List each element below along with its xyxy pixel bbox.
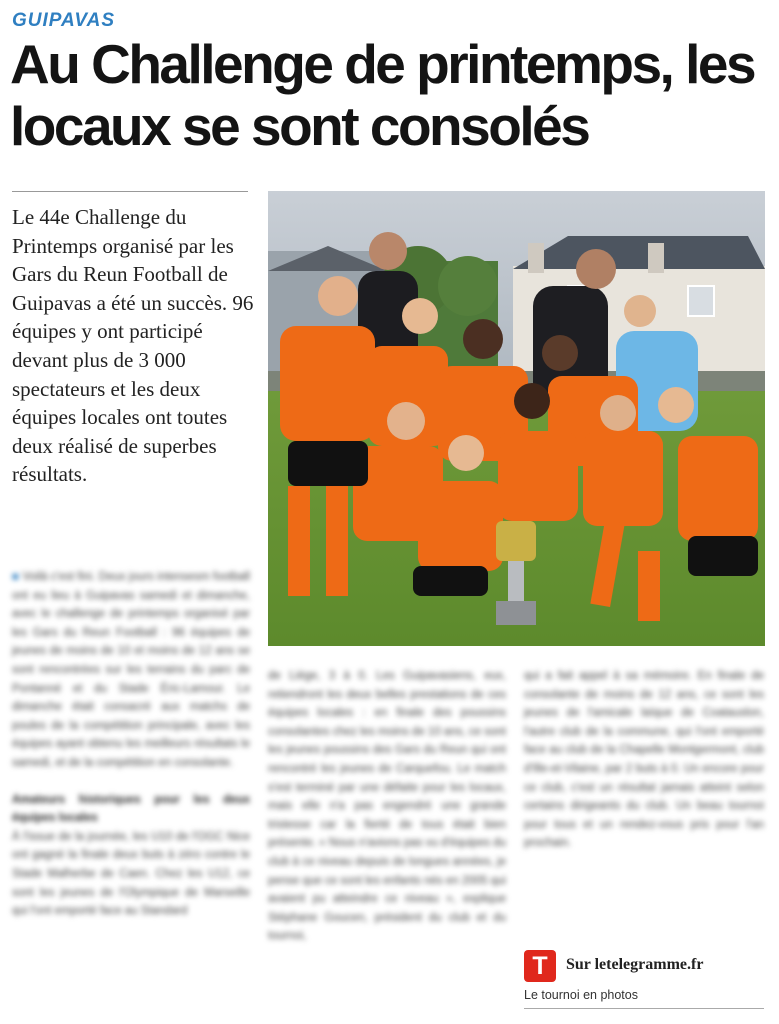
kicker: GUIPAVAS <box>12 10 116 31</box>
body-text-1: Voilà c'est fini. Deux jours intensesm football ont eu lieu à Guipavas samedi et dimanche, avec le challenge de printemps organisé par les Gars du Reun Football : 96 équipes de jeunes de moins de 10 et moins de 12 ans se sont rencontrées sur les terrains du parc de Pontanné et du Stade Éric-Lamour. Le dimanche était consacré aux matchs de poules de la compétition principale, avec les équipes ayant obtenu les meilleurs résultats le samedi, et de la compétition en consolante. <box>12 571 250 769</box>
body-column-2: de Liège, 3 à 0. Les Guipavasiens, eux, retiendront les deux belles prestations de ces équipes locales : en finale des poussins consolantes chez les moins de 10 ans, ce sont les jeunes poussins des Gars du Reun qui ont rencontré les jeunes de Carquefou. Le match s'est terminé par une défaite pour les locaux, mais elle n'a pas engendré une grande tristesse car la fierté de tous était bien présente. « Nous n'avions pas vu d'équipes du club à ce niveau depuis de longues années, je pense que ce sont les enfants nés en 2005 qui avaient pu atteindre ce niveau », explique Stéphane Goucen, président du club et du tournoi, <box>268 670 506 943</box>
lead-divider <box>12 191 248 192</box>
telegramme-logo-icon: T <box>524 950 556 982</box>
team-photo <box>268 191 765 646</box>
lead-paragraph: Le 44e Challenge du Printemps organisé par les Gars du Reun Football de Guipavas a été un succès. 96 équipes y ont participé devant plus de 3 000 spectateurs et les deux équipes locales ont toutes deux réalisé de superbes résultats. <box>12 205 254 487</box>
body-column-1 <box>12 568 250 921</box>
promo-caption: Le tournoi en photos <box>524 988 638 1002</box>
promo-divider <box>524 1008 764 1009</box>
headline: Au Challenge de printemps, les locaux se sont consolés <box>10 33 755 157</box>
body-text-1b: À l'issue de la journée, les U10 de l'OGC Nice ont gagné la finale deux buts à zéro contre le Stade Malherbe de Caen. Chez les U12, ce sont les jeunes de l'Olympique de Marseille qui l'ont emporté face au Standard <box>12 830 250 918</box>
promo-link[interactable]: Sur letelegramme.fr <box>566 956 704 973</box>
team-photo-illustration <box>268 191 765 646</box>
bullet-icon: ■ <box>12 571 20 583</box>
body-column-3: qui a fait appel à sa mémoire. En finale de consolante de moins de 12 ans, ce sont les jeunes de l'amicale laïque de Coatauslon, l'autre club de la commune, qui l'ont emporté face au club de la Chapelle Montgermont, club d'Ille-et-Vilaine, par 2 buts à 0. Un encore pour ce club, c'est un résultat jamais atteint selon certains dirigeants du club. Un beau tournoi pour tous et un rendez-vous pris pour l'an prochain. <box>524 670 764 850</box>
body-subhead: Amateurs historiques pour les deux équipes locales <box>12 793 250 825</box>
